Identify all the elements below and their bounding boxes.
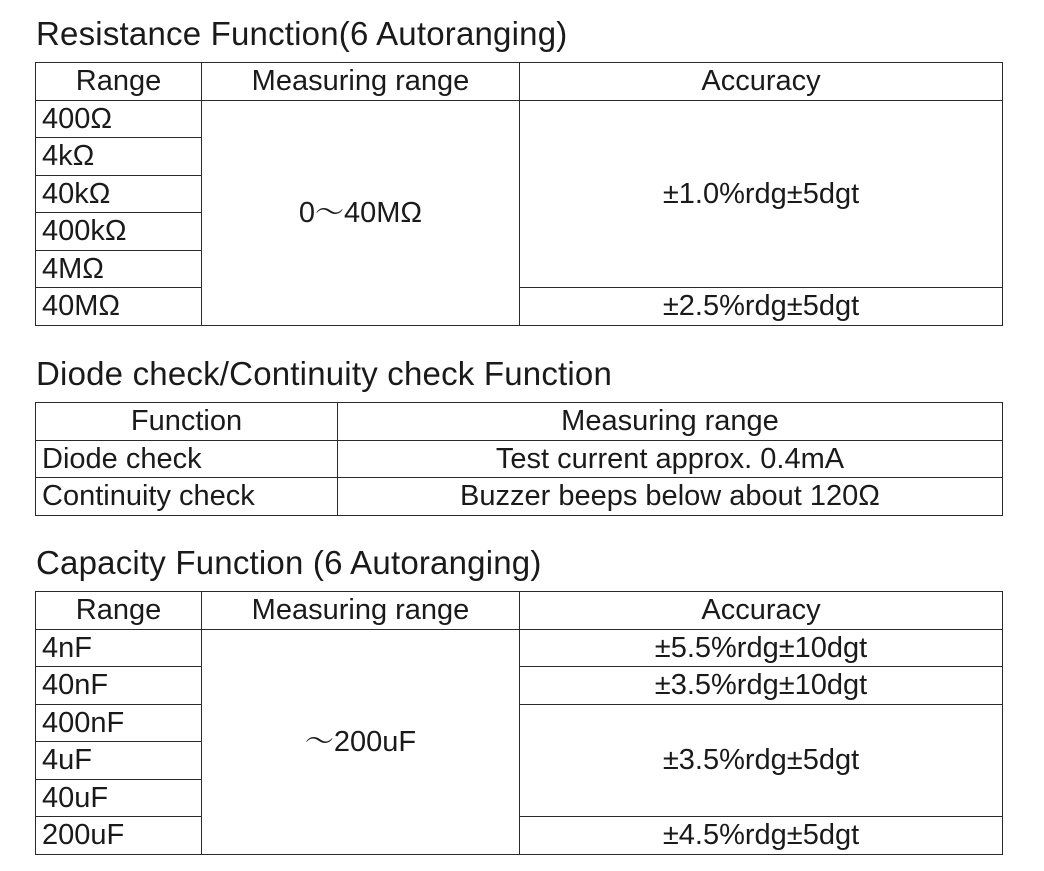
diode-section-title: Diode check/Continuity check Function [36,355,613,392]
accuracy-cell: ±1.0%rdg±5dgt [520,100,1003,288]
range-cell: 4nF [36,629,202,667]
accuracy-cell: ±3.5%rdg±5dgt [520,704,1003,817]
accuracy-cell: ±2.5%rdg±5dgt [520,288,1003,326]
accuracy-cell: ±5.5%rdg±10dgt [520,629,1003,667]
measuring-range-cell: 0～40MΩ [202,100,520,325]
table-row [36,100,1003,138]
column-header-measuring-range: Measuring range [338,403,1003,441]
table-row [36,667,1003,705]
resistance-section-title: Resistance Function(6 Autoranging) [36,15,568,52]
table-header-row [36,592,1003,630]
range-cell: 400nF [36,704,202,742]
resistance-table [35,62,1003,326]
table-header-row [36,403,1003,441]
accuracy-cell: ±3.5%rdg±10dgt [520,667,1003,705]
table-row [36,288,1003,326]
range-cell: 4MΩ [36,250,202,288]
range-cell: 4kΩ [36,138,202,176]
diode-table [35,402,1003,516]
column-header-range: Range [36,63,202,101]
range-cell: 400kΩ [36,213,202,251]
column-header-accuracy: Accuracy [520,63,1003,101]
table-row [36,478,1003,516]
function-cell: Continuity check [36,478,338,516]
table-row [36,704,1003,742]
capacity-table [35,591,1003,855]
capacity-section-title: Capacity Function (6 Autoranging) [36,544,542,581]
column-header-measuring-range: Measuring range [202,63,520,101]
measuring-range-cell: ～200uF [202,629,520,854]
table-row [36,817,1003,855]
measuring-range-cell: Buzzer beeps below about 120Ω [338,478,1003,516]
column-header-range: Range [36,592,202,630]
range-cell: 40MΩ [36,288,202,326]
range-cell: 40kΩ [36,175,202,213]
measuring-range-cell: Test current approx. 0.4mA [338,440,1003,478]
range-cell: 200uF [36,817,202,855]
range-cell: 4uF [36,742,202,780]
range-cell: 400Ω [36,100,202,138]
range-cell: 40nF [36,667,202,705]
column-header-measuring-range: Measuring range [202,592,520,630]
table-row [36,440,1003,478]
accuracy-cell: ±4.5%rdg±5dgt [520,817,1003,855]
table-row [36,629,1003,667]
table-header-row [36,63,1003,101]
range-cell: 40uF [36,779,202,817]
function-cell: Diode check [36,440,338,478]
column-header-accuracy: Accuracy [520,592,1003,630]
column-header-function: Function [36,403,338,441]
